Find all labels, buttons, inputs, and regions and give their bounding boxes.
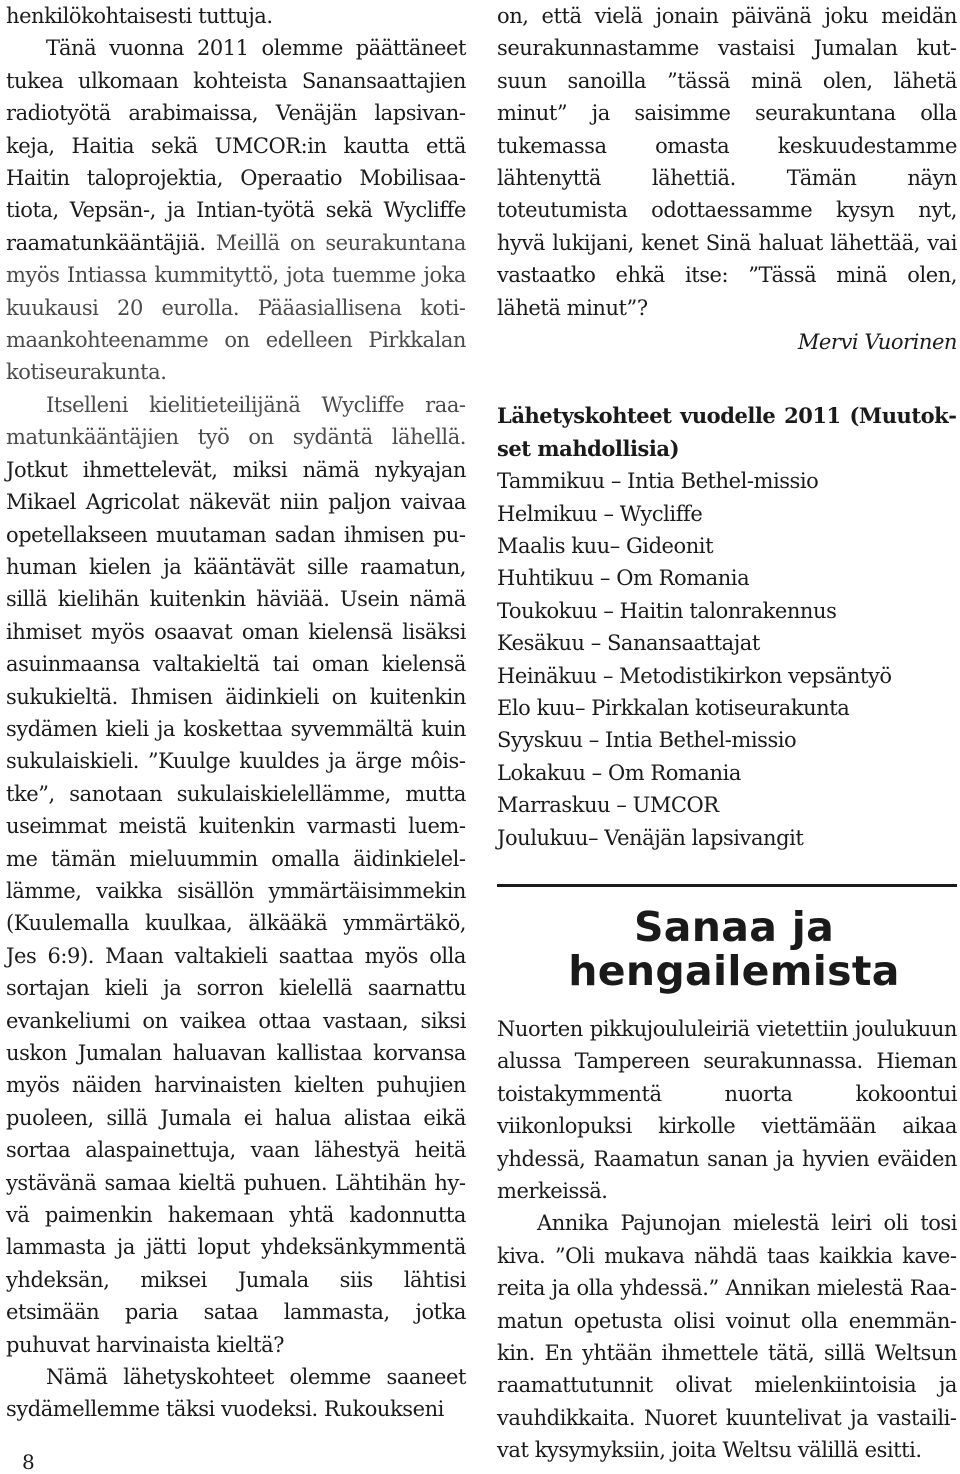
- list-item: Toukokuu – Haitin talonrakennus: [497, 598, 837, 623]
- paragraph-intro-tail: henkilökohtaisesti tuttuja.: [6, 4, 273, 28]
- paragraph-prayer-end: on, että vielä jonain päivänä joku meidän seurakunnastamme vastaisi Jumalan kutsuun sanoilla ”tässä minä olen, lähetä minut” ja saisimme seurakuntana olla tukemassa omasta keskuudestamme lähtenyttä lähettiä. Tämän näyn toteutumista odottaessamme kysyn nyt, hyvä lukijani, kenet Sinä haluat lähettää, vai vastaatko ehkä itse: ”Tässä minä olen, lähetä minut”?: [497, 4, 957, 320]
- mission-months-list: [497, 465, 957, 854]
- left-column: [6, 0, 466, 1426]
- list-item: Maalis kuu– Gideonit: [497, 534, 714, 559]
- paragraph-prayer-start: Nämä lähetyskohteet olemme saaneet sydämellemme täksi vuodeksi. Rukoukseni: [6, 1365, 466, 1422]
- paragraph-wycliffe: [6, 389, 466, 1361]
- list-item: Elo kuu– Pirkkalan kotiseurakunta: [497, 696, 850, 721]
- section-divider: [497, 884, 957, 887]
- list-item: Tammikuu – Intia Bethel-missio: [497, 469, 819, 494]
- list-item: Kesäkuu – Sanansaattajat: [497, 631, 760, 656]
- paragraph-camp-intro: Nuorten pikkujoululeiriä vietettiin joulukuun alussa Tampereen seurakunnassa. Hieman toistakymmentä nuorta kokoontui viikonlopuksi kirkolle viettämään aikaa yhdessä, Raamatun sanan ja hyvien eväiden merkeissä.: [497, 1016, 957, 1203]
- mission-targets-text: Tänä vuonna 2011 olemme päättäneet tukea ulkomaan kohteista Sanansaattajien radiotyötä arabimaissa, Venäjän lapsivankeja, Haitia sekä UMCOR:in kautta että Haitin taloprojektia, Operaatio Mobilisaatiota, Vepsän-, ja Intian-työtä sekä Wycliffe raamatunkääntäjiä.: [6, 36, 466, 255]
- list-item: Marraskuu – UMCOR: [497, 793, 719, 818]
- paragraph-camp-quote: Annika Pajunojan mielestä leiri oli tosi kiva. ”Oli mukava nähdä taas kaikkia kavereita ja olla yhdessä.” Annikan mielestä Raamatun opetusta olisi voinut olla enemmänkin. En yhtään ihmettele tätä, sillä Weltsun raamattutunnit olivat mielenkiintoisia ja vauhdikkaita. Nuoret kuuntelivat ja vastailivat kysymyksiin, joita Weltsu välillä esitti.: [497, 1211, 957, 1463]
- author-signature: Mervi Vuorinen: [797, 330, 957, 355]
- paragraph-mission-targets: [6, 32, 466, 388]
- list-item: Helmikuu – Wycliffe: [497, 501, 703, 526]
- list-item: Huhtikuu – Om Romania: [497, 566, 750, 591]
- wycliffe-text: Jotkut ihmettelevät, miksi nämä nykyajan Mikael Agricolat näkevät niin paljon vaivaa opetellakseen muutaman sadan ihmisen puhuman kielen ja kääntävät sille raamatun, sillä kielihän kuitenkin häviää. Usein nämä ihmiset myös osaavat oman kielensä lisäksi asuinmaansa valtakieltä tai oman kielensä sukukieltä. Ihmisen äidinkieli on kuitenkin sydämen kieli ja koskettaa syvemmältä kuin sukulaiskieli. ”Kuulge kuuldes ja ärge môistke”, sanotaan sukulaiskielellämme, mutta useimmat meistä kuitenkin varmasti luemme tämän mieluummin omalla äidinkielellämme, vaikka sisällön ymmärtäisimmekin (Kuulemalla kuulkaa, älkääkä ymmärtäkö, Jes 6:9). Maan valtakieli saattaa myös olla sortajan kieli ja sorron kielellä saarnattu evankeliumi on vaikea ottaa vastaan, siksi uskon Jumalan haluavan kallistaa korvansa myös näiden harvinaisten kielten puhujien puoleen, sillä Jumala ei halua alistaa eikä sortaa alaspainettuja, vaan lähestyä heitä ystävänä samaa kieltä puhuen. Lähtihän hyvä paimenkin hakemaan yhtä kadonnutta lammasta ja jätti loput yhdeksänkymmentä yhdeksän, miksei Jumala siis lähtisi etsimään paria sataa lammasta, jotka puhuvat harvinaista kieltä?: [6, 457, 466, 1357]
- wycliffe-intro: Itselleni kielitieteilijänä Wycliffe raamatunkääntäjien työ on sydäntä lähellä.: [6, 392, 466, 450]
- list-item: Joulukuu– Venäjän lapsivangit: [497, 825, 804, 850]
- right-column: [497, 0, 957, 1467]
- list-item: Syyskuu – Intia Bethel-missio: [497, 728, 797, 753]
- list-item: Lokakuu – Om Romania: [497, 760, 741, 785]
- page-number: 8: [22, 1450, 35, 1474]
- mission-list-title: Lähetyskohteet vuodelle 2011 (Muutokset mahdollisia): [497, 403, 957, 461]
- mission-targets-continued: Meillä on seurakuntana myös Intiassa kummityttö, jota tuemme joka kuukausi 20 eurolla. Pääasiallisena kotimaankohteenamme on edelleen Pirkkalan kotiseurakunta.: [6, 230, 466, 385]
- article-headline: Sanaa ja hengailemista: [568, 902, 900, 995]
- list-item: Heinäkuu – Metodistikirkon vepsäntyö: [497, 663, 892, 688]
